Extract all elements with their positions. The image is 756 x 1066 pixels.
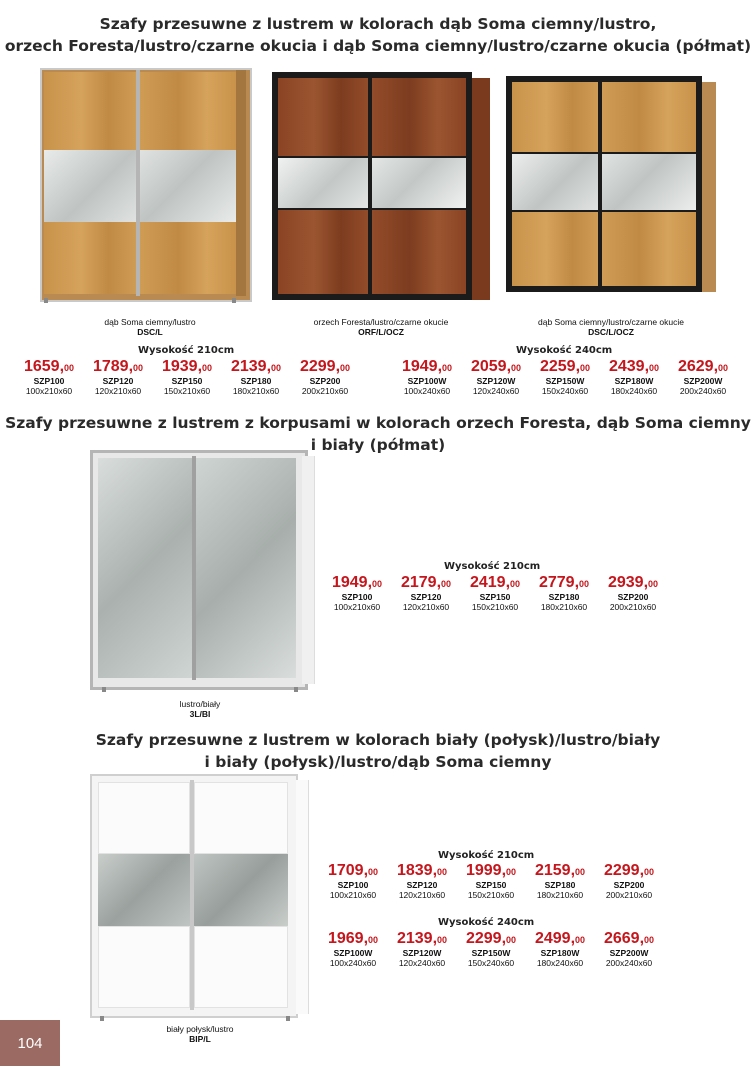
price-amount: 2139,00: [396, 930, 448, 947]
product-name: lustro/biały: [179, 699, 221, 709]
price-item: [393, 574, 459, 612]
product-code: SZP180: [240, 376, 272, 386]
product-code: SZP200: [309, 376, 341, 386]
product-dimensions: 180x210x60: [232, 386, 280, 396]
product-code: SZP150: [475, 880, 507, 890]
price-amount: 2299,00: [603, 862, 655, 879]
product-dimensions: 180x240x60: [610, 386, 658, 396]
product-dimensions: 180x210x60: [540, 602, 588, 612]
product-dimensions: 200x210x60: [605, 890, 653, 900]
page-number: 104: [0, 1020, 60, 1066]
product-code: SZP100: [337, 880, 369, 890]
product-code: SZP180: [548, 592, 580, 602]
product-code: BIP/L: [189, 1034, 211, 1044]
price-item: [458, 930, 524, 968]
product-name: dąb Soma ciemny/lustro/czarne okucie: [538, 317, 684, 327]
product-dimensions: 150x240x60: [541, 386, 589, 396]
price-item: [670, 358, 736, 396]
price-item: [154, 358, 220, 396]
product-code: SZP200: [617, 592, 649, 602]
price-item: [527, 930, 593, 968]
product-caption-1: [60, 317, 240, 337]
product-dimensions: 120x210x60: [94, 386, 142, 396]
price-amount: 1969,00: [327, 930, 379, 947]
product-dimensions: 200x240x60: [679, 386, 727, 396]
product-code: DSC/L: [137, 327, 163, 337]
product-code: SZP180W: [540, 948, 580, 958]
product-name: orzech Foresta/lustro/czarne okucie: [313, 317, 449, 327]
price-item: [16, 358, 82, 396]
product-dimensions: 150x210x60: [163, 386, 211, 396]
product-dimensions: 150x210x60: [471, 602, 519, 612]
product-code: ORF/L/OCZ: [358, 327, 404, 337]
price-amount: 2179,00: [400, 574, 452, 591]
price-amount: 2259,00: [539, 358, 591, 375]
price-amount: 1999,00: [465, 862, 517, 879]
product-code: SZP200W: [683, 376, 723, 386]
product-code: SZP100: [33, 376, 65, 386]
height-label-210: Wysokość 210cm: [138, 345, 235, 356]
price-amount: 1709,00: [327, 862, 379, 879]
price-amount: 2299,00: [299, 358, 351, 375]
price-amount: 2299,00: [465, 930, 517, 947]
product-name: biały połysk/lustro: [166, 1024, 234, 1034]
product-dimensions: 100x240x60: [329, 958, 377, 968]
product-code: SZP200W: [609, 948, 649, 958]
height-label-210: Wysokość 210cm: [438, 850, 535, 861]
price-amount: 2139,00: [230, 358, 282, 375]
price-item: [463, 358, 529, 396]
product-caption-section2: [150, 699, 250, 719]
price-item: [531, 574, 597, 612]
product-dimensions: 120x240x60: [472, 386, 520, 396]
price-amount: 1789,00: [92, 358, 144, 375]
section2-title-line1: Szafy przesuwne z lustrem z korpusami w kolorach orzech Foresta, dąb Soma ciemny: [5, 414, 751, 432]
price-item: [596, 862, 662, 900]
product-code: SZP120W: [402, 948, 442, 958]
price-amount: 1659,00: [23, 358, 75, 375]
price-item: [320, 930, 386, 968]
product-code: SZP180W: [614, 376, 654, 386]
product-code: SZP120: [102, 376, 134, 386]
price-amount: 2059,00: [470, 358, 522, 375]
product-code: SZP120W: [476, 376, 516, 386]
price-item: [458, 862, 524, 900]
price-item: [389, 862, 455, 900]
price-amount: 2499,00: [534, 930, 586, 947]
product-dimensions: 100x210x60: [25, 386, 73, 396]
product-caption-section3: [140, 1024, 260, 1044]
product-code: SZP100W: [333, 948, 373, 958]
price-amount: 2669,00: [603, 930, 655, 947]
price-amount: 1939,00: [161, 358, 213, 375]
section1-title-line1: Szafy przesuwne z lustrem w kolorach dąb Soma ciemny/lustro,: [99, 15, 657, 33]
price-amount: 2439,00: [608, 358, 660, 375]
wardrobe-image-dsc-l-ocz: [506, 76, 720, 298]
product-code: SZP100: [341, 592, 373, 602]
price-amount: 1949,00: [331, 574, 383, 591]
price-item: [601, 358, 667, 396]
price-item: [596, 930, 662, 968]
price-item: [223, 358, 289, 396]
price-amount: 2779,00: [538, 574, 590, 591]
price-item: [527, 862, 593, 900]
product-dimensions: 180x210x60: [536, 890, 584, 900]
price-item: [462, 574, 528, 612]
product-code: SZP100W: [407, 376, 447, 386]
section1-title-line2: orzech Foresta/lustro/czarne okucia i dąb Soma ciemny/lustro/czarne okucia (półmat): [4, 37, 752, 55]
product-code: SZP150W: [545, 376, 585, 386]
product-dimensions: 200x210x60: [301, 386, 349, 396]
wardrobe-image-bip-l: [90, 774, 312, 1022]
product-dimensions: 150x240x60: [467, 958, 515, 968]
product-code: 3L/BI: [189, 709, 211, 719]
section3-title-line1: Szafy przesuwne z lustrem w kolorach biały (połysk)/lustro/biały: [95, 731, 661, 749]
wardrobe-image-dsc-l: [36, 64, 252, 304]
product-dimensions: 100x210x60: [329, 890, 377, 900]
price-amount: 2939,00: [607, 574, 659, 591]
price-amount: 2629,00: [677, 358, 729, 375]
product-dimensions: 200x240x60: [605, 958, 653, 968]
price-item: [292, 358, 358, 396]
price-item: [532, 358, 598, 396]
product-dimensions: 120x210x60: [402, 602, 450, 612]
product-code: SZP180: [544, 880, 576, 890]
price-amount: 1839,00: [396, 862, 448, 879]
product-dimensions: 180x240x60: [536, 958, 584, 968]
product-dimensions: 120x210x60: [398, 890, 446, 900]
product-dimensions: 150x210x60: [467, 890, 515, 900]
product-name: dąb Soma ciemny/lustro: [104, 317, 196, 327]
product-dimensions: 100x210x60: [333, 602, 381, 612]
price-item: [320, 862, 386, 900]
height-label-240: Wysokość 240cm: [516, 345, 613, 356]
product-code: SZP200: [613, 880, 645, 890]
price-item: [85, 358, 151, 396]
product-code: SZP150: [479, 592, 511, 602]
product-caption-3: [516, 317, 706, 337]
height-label-240: Wysokość 240cm: [438, 917, 535, 928]
product-caption-2: [286, 317, 476, 337]
price-amount: 2419,00: [469, 574, 521, 591]
product-dimensions: 100x240x60: [403, 386, 451, 396]
product-code: SZP150W: [471, 948, 511, 958]
product-dimensions: 200x210x60: [609, 602, 657, 612]
height-label-210: Wysokość 210cm: [444, 561, 541, 572]
section3-title-line2: i biały (połysk)/lustro/dąb Soma ciemny: [204, 753, 552, 771]
product-dimensions: 120x240x60: [398, 958, 446, 968]
product-code: SZP150: [171, 376, 203, 386]
product-code: SZP120: [410, 592, 442, 602]
product-code: DSC/L/OCZ: [588, 327, 634, 337]
price-item: [394, 358, 460, 396]
price-item: [600, 574, 666, 612]
wardrobe-image-3l-bi: [90, 450, 316, 696]
price-amount: 1949,00: [401, 358, 453, 375]
price-item: [324, 574, 390, 612]
price-item: [389, 930, 455, 968]
section2-title-line2: i biały (półmat): [310, 436, 446, 454]
wardrobe-image-orf-l-ocz: [272, 72, 494, 306]
product-code: SZP120: [406, 880, 438, 890]
price-amount: 2159,00: [534, 862, 586, 879]
